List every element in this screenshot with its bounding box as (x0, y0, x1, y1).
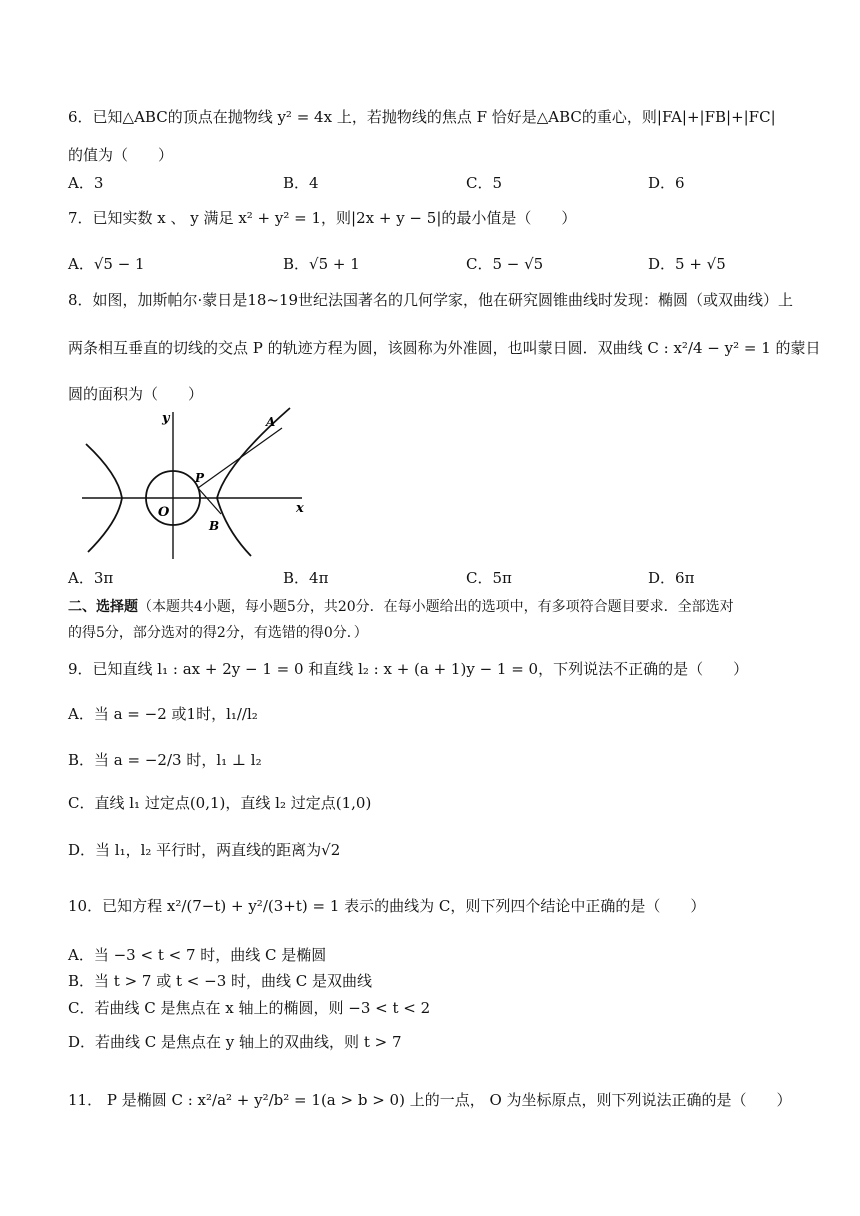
q6-stem-line2: 的值为（ ） (68, 146, 174, 164)
q7-option-d: D．5 + √5 (648, 255, 726, 273)
q11-stem: 11． P 是椭圆 C : x²/a² + y²/b² = 1(a > b > 0) 上的一点， O 为坐标原点，则下列说法正确的是（ ） (68, 1091, 792, 1109)
q10-option-b: B．当 t > 7 或 t < −3 时，曲线 C 是双曲线 (68, 972, 373, 990)
q9-option-d: D．当 l₁，l₂ 平行时，两直线的距离为√2 (68, 841, 341, 859)
q8-option-d: D．6π (648, 569, 695, 587)
q10-option-d: D．若曲线 C 是焦点在 y 轴上的双曲线，则 t > 7 (68, 1033, 402, 1051)
q8-stem-line3: 圆的面积为（ ） (68, 385, 204, 403)
section2-text1: （本题共4小题，每小题5分，共20分．在每小题给出的选项中，有多项符合题目要求．全部选对 (138, 599, 734, 615)
q9-option-b: B．当 a = −2/3 时，l₁ ⊥ l₂ (68, 751, 262, 769)
label-a: A (266, 415, 276, 429)
q8-option-c: C．5π (466, 569, 512, 587)
q7-option-c: C．5 − √5 (466, 255, 544, 273)
label-y: y (162, 411, 170, 426)
q7-stem: 7．已知实数 x 、 y 满足 x² + y² = 1，则|2x + y − 5|的最小值是（ ） (68, 209, 577, 227)
q8-figure (76, 404, 316, 564)
q8-stem-line2: 两条相互垂直的切线的交点 P 的轨迹方程为圆，该圆称为外准圆，也叫蒙日圆．双曲线 C : x²/4 − y² = 1 的蒙日 (68, 339, 821, 357)
q6-stem-line1: 6．已知△ABC的顶点在抛物线 y² = 4x 上，若抛物线的焦点 F 恰好是△ABC的重心，则|FA|+|FB|+|FC| (68, 108, 776, 126)
q10-option-a: A．当 −3 < t < 7 时，曲线 C 是椭圆 (68, 946, 327, 964)
q7-option-a: A．√5 − 1 (68, 255, 145, 273)
q8-option-a: A．3π (68, 569, 114, 587)
label-o: O (158, 505, 170, 520)
label-p: P (195, 471, 205, 485)
section2-heading-line (68, 596, 734, 616)
label-b: B (209, 519, 220, 533)
section2-text2: 的得5分，部分选对的得2分，有选错的得0分．） (68, 625, 368, 641)
q10-stem: 10．已知方程 x²/(7−t) + y²/(3+t) = 1 表示的曲线为 C，则下列四个结论中正确的是（ ） (68, 897, 706, 915)
q8-option-b: B．4π (283, 569, 329, 587)
tangent-pa (198, 428, 282, 488)
label-x: x (296, 501, 304, 516)
q6-option-a: A．3 (68, 174, 104, 192)
q9-option-a: A．当 a = −2 或1时，l₁//l₂ (68, 705, 258, 723)
q9-option-c: C．直线 l₁ 过定点(0,1)，直线 l₂ 过定点(1,0) (68, 794, 372, 812)
q10-option-c: C．若曲线 C 是焦点在 x 轴上的椭圆，则 −3 < t < 2 (68, 999, 431, 1017)
q6-option-c: C．5 (466, 174, 503, 192)
q8-stem-line1: 8．如图，加斯帕尔·蒙日是18~19世纪法国著名的几何学家，他在研究圆锥曲线时发现：椭圆（或双曲线）上 (68, 291, 794, 309)
section2-heading: 二、选择题 (68, 599, 138, 615)
q6-option-d: D．6 (648, 174, 685, 192)
q9-stem: 9．已知直线 l₁ : ax + 2y − 1 = 0 和直线 l₂ : x + (a + 1)y − 1 = 0，下列说法不正确的是（ ） (68, 660, 749, 678)
q6-option-b: B．4 (283, 174, 319, 192)
q7-option-b: B．√5 + 1 (283, 255, 360, 273)
